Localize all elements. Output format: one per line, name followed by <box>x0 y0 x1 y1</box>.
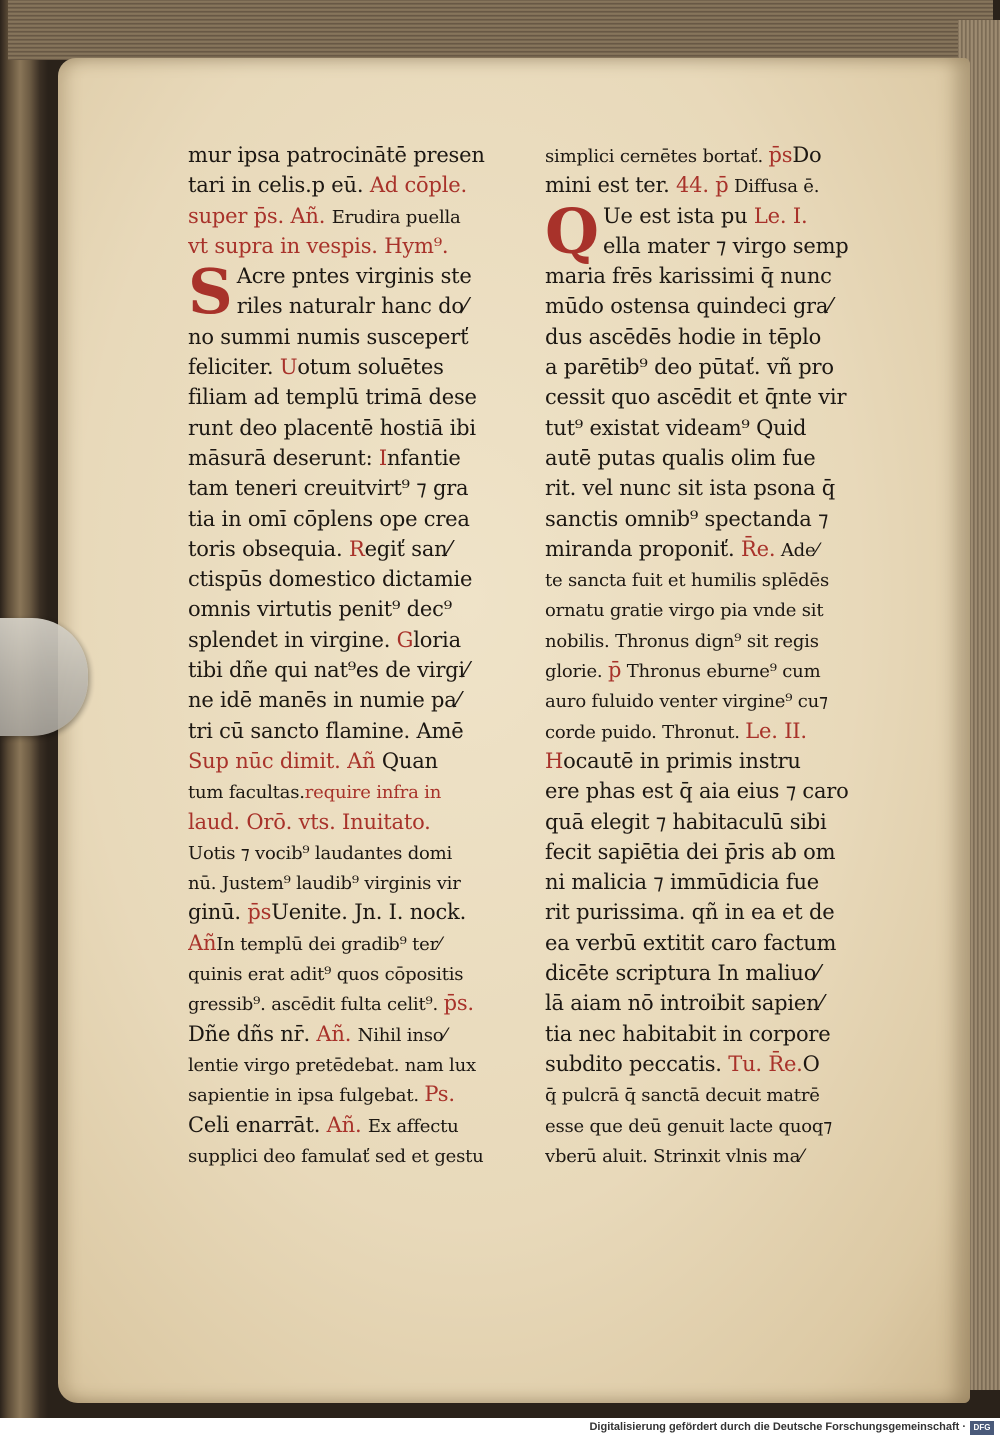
text-line <box>188 140 533 170</box>
text-line <box>188 322 533 352</box>
initial-lines <box>188 255 533 329</box>
text-line <box>545 322 880 352</box>
body-text: lentie virgo pretēdebat. nam lux <box>188 1054 476 1076</box>
body-text: Diffusa ē. <box>728 176 820 198</box>
text-line <box>188 625 533 655</box>
body-text: subdito peccatis. <box>545 1051 729 1076</box>
text-line <box>545 655 880 685</box>
rubric-text: 44. p̄ <box>676 173 729 198</box>
text-line <box>545 958 880 988</box>
rubric-text: laud. Orō. vts. Inuitato. <box>188 809 431 834</box>
body-text: omnis virtutis penit⁹ dec⁹ <box>188 597 452 622</box>
body-text: ginū. <box>188 900 248 925</box>
body-text: Acre pntes virginis ste <box>236 264 472 289</box>
text-line <box>545 413 880 443</box>
rubricated-initial: S <box>188 255 233 329</box>
body-text: quā elegit ⁊ habitaculū sibi <box>545 809 827 834</box>
rubric-text: R̄e. <box>741 536 776 561</box>
body-text: Thronus eburne⁹ cum <box>621 661 821 683</box>
text-line <box>545 1110 880 1140</box>
text-line <box>545 1140 880 1170</box>
rubric-text: Ad cōple. <box>369 173 467 198</box>
body-text: tari in celis.p eū. <box>188 173 370 198</box>
text-line <box>188 443 533 473</box>
body-text: rit purissima. qñ in ea et de <box>545 900 835 925</box>
body-text: Erudira puella <box>331 206 461 228</box>
body-text: loria <box>413 627 461 652</box>
body-text: mini est ter. <box>545 173 677 198</box>
text-line <box>188 201 533 231</box>
text-line <box>545 837 880 867</box>
body-text: dus ascēdēs hodie in tēplo <box>545 324 822 349</box>
body-text: otum soluētes <box>297 355 444 380</box>
text-line <box>188 1140 533 1170</box>
body-text: quinis erat adit⁹ quos cōpositis <box>188 964 464 986</box>
text-line <box>188 928 533 958</box>
text-line <box>188 897 533 927</box>
text-line <box>188 534 533 564</box>
body-text: simplici cernētes bortať. <box>545 146 769 167</box>
text-line <box>188 716 533 746</box>
body-text: Do <box>792 143 822 167</box>
rubric-text: Ps. <box>424 1082 455 1107</box>
text-line <box>188 958 533 988</box>
body-text: runt deo placentē hostiā ibi <box>188 415 476 440</box>
body-text: Ex affectu <box>367 1115 459 1137</box>
text-line <box>188 1110 533 1140</box>
body-text: ni malicia ⁊ immūdicia fue <box>545 870 819 895</box>
rubricated-initial: Q <box>545 194 600 268</box>
body-text: a parētib⁹ deo pūtať. vñ pro <box>545 355 834 380</box>
body-text: rit. vel nunc sit ista psona q̄ <box>545 476 835 501</box>
body-text: cessit quo ascēdit et q̄nte vir <box>545 385 847 410</box>
text-line <box>545 1079 880 1109</box>
body-text: nfantie <box>387 445 461 470</box>
body-text: tibi dñe qui nat⁹es de virgi⁄ <box>188 658 469 683</box>
body-text: nobilis. Thronus dign⁹ sit regis <box>545 630 819 652</box>
text-line <box>188 231 533 261</box>
text-line <box>188 655 533 685</box>
rubric-text: Añ. <box>326 1112 368 1137</box>
text-line <box>188 594 533 624</box>
text-line <box>545 534 880 564</box>
text-line <box>545 473 880 503</box>
body-text: esse que deū genuit lacte quoq⁊ <box>545 1115 832 1137</box>
initial-block <box>545 194 880 268</box>
body-text: tum facultas. <box>188 782 305 804</box>
text-line <box>545 594 880 624</box>
text-line <box>188 685 533 715</box>
body-text: ella mater ⁊ virgo semp <box>603 233 849 258</box>
rubric-text: G <box>396 627 414 652</box>
body-text: mur ipsa patrocinātē presen <box>188 143 485 167</box>
rubric-text: p̄s <box>768 143 793 167</box>
body-text: Nihil inso⁄ <box>357 1024 447 1046</box>
text-line <box>545 1019 880 1049</box>
text-line <box>188 261 533 291</box>
text-line <box>545 928 880 958</box>
rubric-text: H <box>545 748 564 773</box>
body-text: nū. Justem⁹ laudib⁹ virginis vir <box>188 873 461 895</box>
text-line <box>188 564 533 594</box>
rubric-text: Añ <box>188 930 217 955</box>
body-text: te sancta fuit et humilis splēdēs <box>545 570 829 592</box>
body-text: tia nec habitabit in corpore <box>545 1021 831 1046</box>
body-text: auro fuluido venter virgine⁹ cu⁊ <box>545 691 828 713</box>
body-text: egiť san⁄ <box>364 536 451 561</box>
body-text: ocautē in primis instru <box>563 748 801 773</box>
body-text: feliciter. <box>188 355 280 380</box>
body-text: vberū aluit. Strinxit vlnis ma⁄ <box>545 1145 803 1167</box>
body-text: In templū dei gradib⁹ ter⁄ <box>216 933 441 955</box>
body-text: corde puido. Thronut. <box>545 721 746 743</box>
body-text: Uotis ⁊ vocib⁹ laudantes domi <box>188 842 453 864</box>
text-line <box>545 564 880 594</box>
text-line <box>545 443 880 473</box>
text-line <box>188 170 533 200</box>
rubric-text: Tu. R̄e. <box>728 1051 803 1076</box>
text-line <box>188 746 533 776</box>
body-text: sapientie in ipsa fulgebat. <box>188 1085 425 1107</box>
body-text: ne idē manēs in numie pa⁄ <box>188 688 460 713</box>
dfg-logo: DFG <box>970 1421 994 1435</box>
rubric-text: Le. II. <box>745 718 807 743</box>
body-text: q̄ pulcrā q̄ sanctā decuit matrē <box>545 1085 820 1107</box>
body-text: tri cū sancto flamine. Amē <box>188 718 464 743</box>
body-text: gressib⁹. ascēdit fulta celit⁹. <box>188 994 444 1016</box>
rubric-text: vt supra in vespis. Hym⁹. <box>188 233 449 258</box>
body-text: tam teneri creuitvirt⁹ ⁊ gra <box>188 476 469 501</box>
right-text-column <box>545 140 880 1170</box>
text-line <box>188 504 533 534</box>
rubric-text: I <box>378 445 388 470</box>
body-text: maria frēs karissimi q̄ nunc <box>545 264 832 289</box>
rubric-text: p̄s. <box>443 991 474 1016</box>
rubric-text: U <box>279 355 298 380</box>
text-line <box>545 504 880 534</box>
body-text: lā aiam nō introibit sapien⁄ <box>545 991 823 1016</box>
body-text: no summi numis susceperť <box>188 324 469 349</box>
body-text: sanctis omnib⁹ spectanda ⁊ <box>545 506 829 531</box>
body-text: ornatu gratie virgo pia vnde sit <box>545 600 824 622</box>
body-text: miranda proponiť. <box>545 536 741 561</box>
text-line <box>188 837 533 867</box>
text-line <box>545 746 880 776</box>
body-text: fecit sapiētia dei p̄ris ab om <box>545 839 836 864</box>
body-text: toris obsequia. <box>188 536 349 561</box>
rubric-text: super p̄s. Añ. <box>188 203 332 228</box>
body-text: supplici deo famulať sed et gestu <box>188 1145 484 1167</box>
text-line <box>545 261 880 291</box>
text-line <box>545 352 880 382</box>
rubric-text: p̄s <box>247 900 272 925</box>
text-line <box>188 776 533 806</box>
rubric-text: Sup nūc dimit. Añ <box>188 748 382 773</box>
text-line <box>188 382 533 412</box>
text-line <box>188 1049 533 1079</box>
text-line <box>188 473 533 503</box>
body-text: riles naturalr hanc do⁄ <box>236 294 468 319</box>
body-text: splendet in virgine. <box>188 627 397 652</box>
rubric-text: Le. I. <box>753 203 808 228</box>
text-line <box>188 291 533 321</box>
text-line <box>188 807 533 837</box>
text-line <box>545 685 880 715</box>
text-line <box>545 291 880 321</box>
rubric-text: R <box>348 536 365 561</box>
text-line <box>545 382 880 412</box>
initial-block <box>188 255 533 329</box>
body-text: O <box>802 1051 820 1076</box>
text-line <box>545 988 880 1018</box>
funding-credit: Digitalisierung gefördert durch die Deutsche Forschungsgemeinschaft · <box>589 1421 966 1433</box>
body-text: Uenite. Jn. I. nock. <box>271 900 467 925</box>
text-line <box>545 867 880 897</box>
text-line <box>545 897 880 927</box>
text-line <box>188 413 533 443</box>
left-text-column <box>188 140 533 1170</box>
body-text: autē putas qualis olim fue <box>545 445 816 470</box>
body-text: dicēte scriptura In maliuo⁄ <box>545 961 820 986</box>
text-line <box>188 988 533 1018</box>
footer-bar <box>0 1418 1000 1440</box>
body-text: māsurā deserunt: <box>188 445 379 470</box>
body-text: tut⁹ existat videam⁹ Quid <box>545 415 807 440</box>
body-text: ctispūs domestico dictamie <box>188 567 473 592</box>
text-line <box>545 170 880 200</box>
body-text: Quan <box>381 748 438 773</box>
body-text: ea verbū extitit caro factum <box>545 930 837 955</box>
text-line <box>545 776 880 806</box>
body-text: ere phas est q̄ aia eius ⁊ caro <box>545 779 849 804</box>
text-line <box>545 807 880 837</box>
text-line <box>188 352 533 382</box>
rubric-text: Añ. <box>316 1021 358 1046</box>
text-line <box>545 140 880 170</box>
body-text: Dñe dñs nr̄. <box>188 1021 317 1046</box>
text-line <box>545 716 880 746</box>
body-text: tia in omī cōplens ope crea <box>188 506 470 531</box>
text-line <box>188 867 533 897</box>
rubric-text: require infra in <box>304 782 442 804</box>
page-stack-top <box>8 0 993 60</box>
body-text: Celi enarrāt. <box>188 1112 327 1137</box>
body-text: glorie. <box>545 661 608 683</box>
body-text: Ue est ista pu <box>603 203 754 228</box>
text-line <box>188 1079 533 1109</box>
rubric-text: p̄ <box>607 658 622 683</box>
text-line <box>188 1019 533 1049</box>
text-line <box>545 625 880 655</box>
body-text: filiam ad templū trimā dese <box>188 385 477 410</box>
body-text: mūdo ostensa quindeci gra⁄ <box>545 294 832 319</box>
body-text: Ade⁄ <box>775 539 819 561</box>
text-line <box>545 1049 880 1079</box>
